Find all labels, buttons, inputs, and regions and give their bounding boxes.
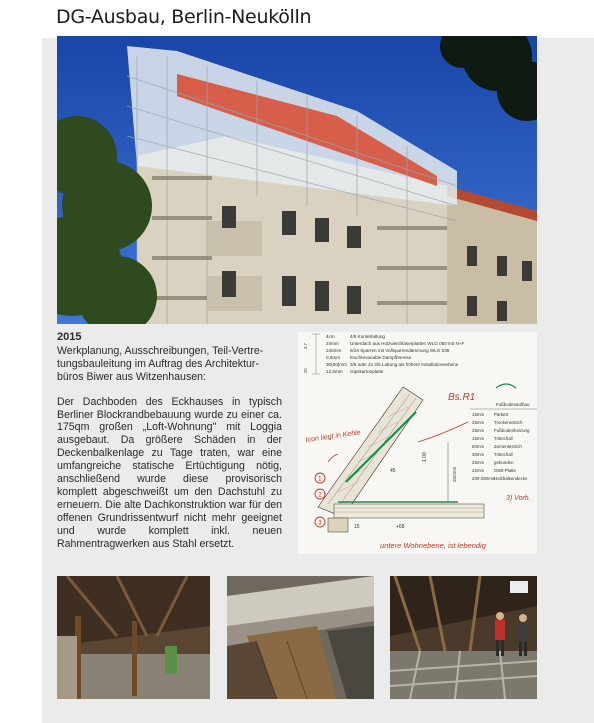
label-37: 3.7 [303, 343, 308, 349]
label-20: 20 [303, 368, 308, 373]
dim-top-2: 240mm [326, 348, 342, 353]
floor-dim-1: 25mm [472, 420, 485, 425]
floor-layer-3: Trittschall [494, 436, 513, 441]
layer-top-1: Unterdach aus Holzweichfaserplatten WLG 050 mit N+F [350, 341, 465, 346]
note-number: 3) Vorh. [506, 495, 531, 502]
floor-layer-8: Holzbalkendecke [494, 476, 528, 481]
note-top-right: Bs.R1 [448, 392, 476, 403]
dim-vertical: 202mm [452, 466, 457, 482]
marker-1: 1 [318, 475, 322, 483]
layer-top-4: 3/5 oder 2x 3/5 Lattung als höhere Installationsebene [350, 362, 459, 367]
marker-3: 3 [318, 519, 322, 527]
dim-top-1: 24mm [326, 341, 339, 346]
note-bottom: untere Wohnebene, ist lebendig [380, 541, 486, 550]
dim-top-0: 4cm [326, 334, 335, 339]
dim-bottom: +68 [396, 524, 405, 530]
floor-dim-5: 30mm [472, 452, 485, 457]
layer-top-0: 4/8 Konterlattung [350, 334, 385, 339]
dim-top-4: 30(60)mm [326, 362, 347, 367]
project-year: 2015 [57, 331, 82, 343]
floor-layer-6: gebunden [494, 460, 514, 465]
floor-dim-4: 60mm [472, 444, 485, 449]
floor-dim-6: 25mm [472, 460, 485, 465]
layer-top-5: Gipskartonplatte [350, 369, 384, 374]
page-title: DG-Ausbau, Berlin-Neukölln [56, 6, 312, 28]
floor-layer-7: OSB-Platte [494, 468, 516, 473]
layer-top-2: 6/24 Sparren mit Vollsparrendämmung WLG 035 [350, 348, 450, 353]
label-100: 1.00 [422, 452, 428, 462]
thumbnail-workers-attic [390, 576, 537, 699]
project-text [57, 331, 282, 551]
floor-layer-2: Fußbodenheizung [494, 428, 530, 433]
floor-layer-1: Trockenestrich [494, 420, 523, 425]
floor-dim-7: 22mm [472, 468, 485, 473]
dim-top-5: 12,5mm [326, 369, 343, 374]
project-description: Der Dachboden des Eckhauses in typisch Berliner Blockrandbebauung wurde zu einer ca. 175qm großen „Loft-Wohnung" mit Loggia ausgebaut. Da größere Schäden in der Deckenbalkenlage zu Tage traten, war eine umfangreiche statische Ertüchtigung nötig, anschließend wurde diese provisorisch komplett abgeschweißt um den Dachstuhl zu erneuern. Die alte Dachkonstruktion war für den offenen Grundrissentwurf nicht mehr geeignet und wurde komplett inkl. neuen Rahmentragwerken aus Stahl ersetzt. [57, 395, 282, 550]
label-45: 45 [390, 468, 396, 474]
label-15: 15 [354, 524, 360, 530]
thumbnail-beams-closeup [227, 576, 374, 699]
note-left: Icon liegt in Kehle [305, 429, 362, 444]
layer-top-3: feuchtevariable Dampfbremse [350, 355, 412, 360]
floor-dim-2: 25mm [472, 428, 485, 433]
floor-dim-0: 15mm [472, 412, 485, 417]
floor-dim-8: 200-280mm [472, 476, 496, 481]
hero-photo-building [57, 36, 537, 324]
floor-title: Fußbodenaufbau [496, 402, 530, 407]
project-intro: Werkplanung, Ausschreibungen, Teil-Vertre- tungsbauleitung im Auftrag des Architektur- büros Biwer aus Witzenhausen: [57, 344, 264, 383]
dim-top-3: 0,5mm [326, 355, 341, 360]
technical-drawing [298, 332, 537, 554]
marker-2: 2 [318, 491, 322, 499]
floor-layer-4: Zementestrich [494, 444, 522, 449]
floor-layer-5: Trittschall [494, 452, 513, 457]
floor-dim-3: 15mm [472, 436, 485, 441]
thumbnail-attic-interior [57, 576, 210, 699]
floor-layer-0: Parkett [494, 412, 508, 417]
